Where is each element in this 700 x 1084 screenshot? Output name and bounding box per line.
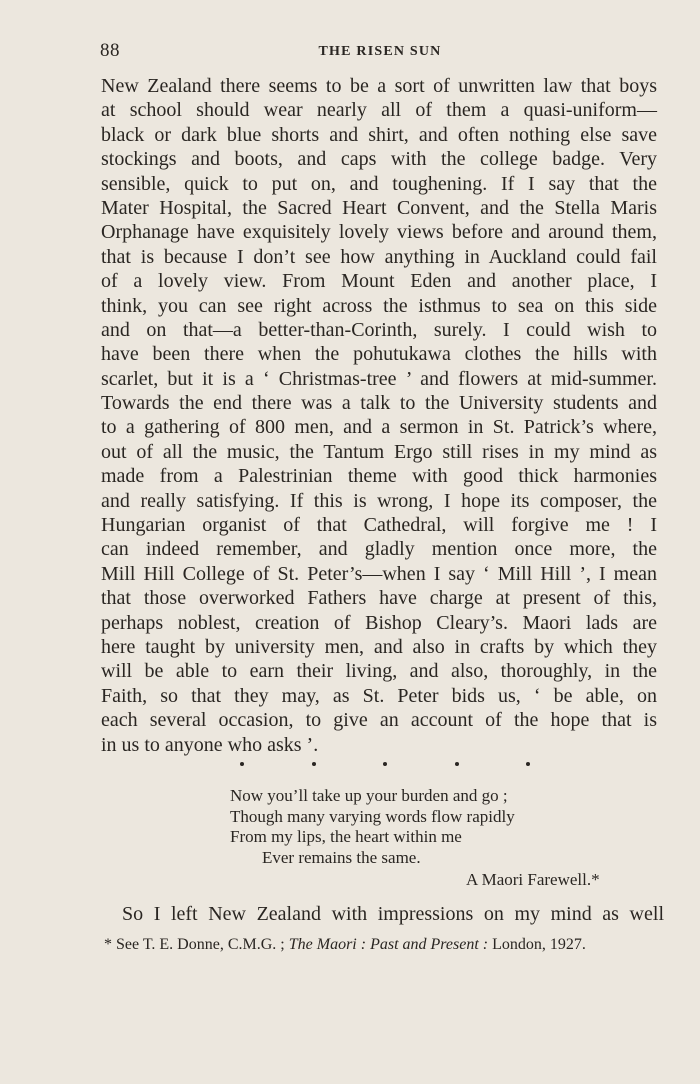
- page-header: [100, 40, 660, 64]
- poem-line: Though many varying words flow rapidly: [230, 806, 515, 826]
- separator-dot: [383, 762, 387, 766]
- poem-line: Ever remains the same.: [262, 847, 421, 867]
- text-line: have been there when the pohutukawa clothes the hills with: [101, 343, 657, 366]
- text-line: at school should wear nearly all of them a quasi-uniform—: [101, 99, 657, 122]
- footnote-suffix: London, 1927.: [492, 936, 586, 953]
- closing-line: So I left New Zealand with impressions on my mind as well: [122, 903, 664, 925]
- text-line: Orphanage have exquisitely lovely views before and around them,: [101, 221, 657, 244]
- text-line: out of all the music, the Tantum Ergo still rises in my mind as: [101, 440, 657, 463]
- separator-dot: [312, 762, 316, 766]
- separator-dot: [455, 762, 459, 766]
- poem-attribution: A Maori Farewell.*: [466, 870, 600, 889]
- text-line: and really satisfying. If this is wrong, I hope its composer, the: [101, 489, 657, 512]
- text-line: perhaps noblest, creation of Bishop Cleary’s. Maori lads are: [101, 611, 657, 634]
- text-line: black or dark blue shorts and shirt, and often nothing else save: [101, 123, 657, 146]
- text-line: that those overworked Fathers have charge at present of this,: [101, 587, 657, 610]
- text-line: Towards the end there was a talk to the University students and: [101, 392, 657, 415]
- text-line: and on that—a better-than-Corinth, surely. I could wish to: [101, 318, 657, 341]
- text-line: Hungarian organist of that Cathedral, will forgive me ! I: [101, 514, 657, 537]
- text-line: will be able to earn their living, and also, thoroughly, in the: [101, 660, 657, 683]
- section-break: [240, 762, 530, 766]
- text-line: that is because I don’t see how anything in Auckland could fail: [101, 245, 657, 268]
- text-line: sensible, quick to put on, and toughening. If I say that the: [101, 172, 657, 195]
- poem-line: Now you’ll take up your burden and go ;: [230, 786, 508, 805]
- text-line: Faith, so that they may, as St. Peter bids us, ‘ be able, on: [101, 684, 657, 707]
- text-line: Mill Hill College of St. Peter’s—when I say ‘ Mill Hill ’, I mean: [101, 562, 657, 585]
- text-line: New Zealand there seems to be a sort of unwritten law that boys: [101, 75, 657, 97]
- text-line: stockings and boots, and caps with the college badge. Very: [101, 148, 657, 171]
- text-line: made from a Palestrinian theme with good thick harmonies: [101, 465, 657, 488]
- text-line: scarlet, but it is a ‘ Christmas-tree ’ and flowers at mid-summer.: [101, 367, 657, 390]
- text-line: think, you can see right across the isthmus to sea on this side: [101, 294, 657, 317]
- text-line: can indeed remember, and gladly mention once more, the: [101, 538, 657, 561]
- page-number: 88: [100, 40, 120, 61]
- separator-dot: [240, 762, 244, 766]
- poem-block: [230, 786, 630, 868]
- text-line: to a gathering of 800 men, and a sermon in St. Patrick’s where,: [101, 416, 657, 439]
- running-title: THE RISEN SUN: [318, 44, 442, 59]
- footnote-prefix: * See T. E. Donne, C.M.G. ;: [104, 936, 285, 953]
- text-line: in us to anyone who asks ’.: [101, 733, 319, 756]
- poem-line: From my lips, the heart within me: [230, 827, 462, 846]
- text-line: Mater Hospital, the Sacred Heart Convent, and the Stella Maris: [101, 196, 657, 219]
- text-line: each several occasion, to give an account of the hope that is: [101, 709, 657, 732]
- text-line: here taught by university men, and also in crafts by which they: [101, 635, 657, 658]
- body-paragraph: [101, 74, 657, 757]
- separator-dot: [526, 762, 530, 766]
- text-line: of a lovely view. From Mount Eden and another place, I: [101, 270, 657, 293]
- footnote-title: The Maori : Past and Present :: [288, 936, 489, 953]
- footnote: [104, 936, 664, 954]
